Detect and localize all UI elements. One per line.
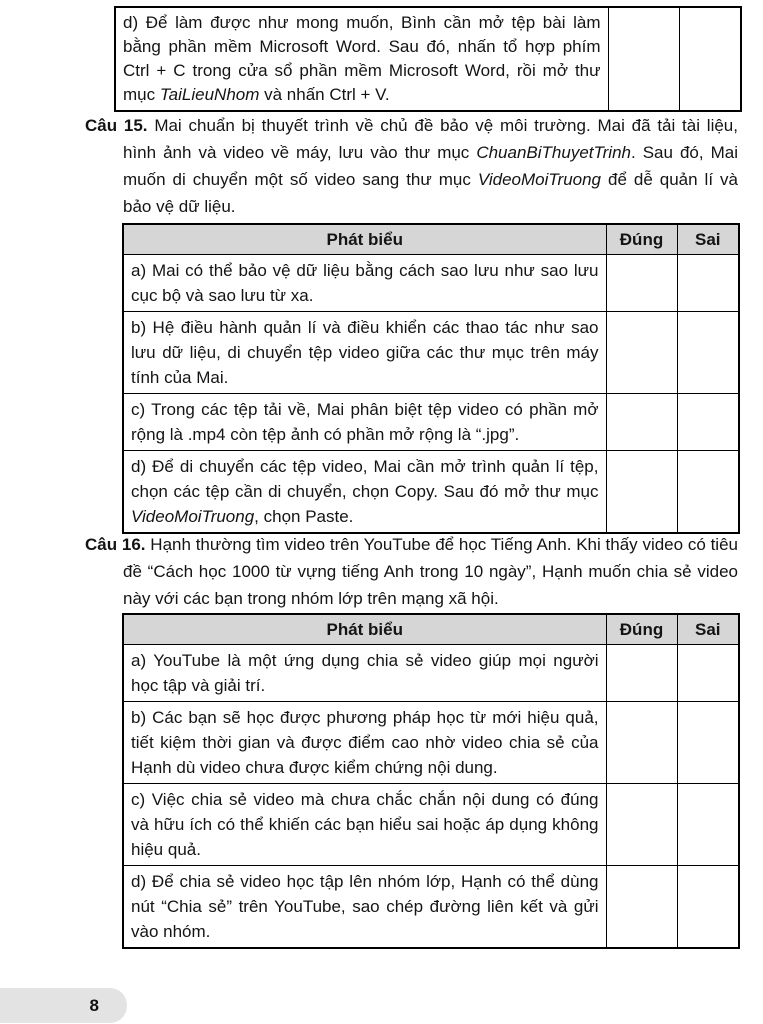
sai-answer-cell <box>677 394 739 451</box>
statement-cell <box>123 312 606 394</box>
statement-text: d) Để chia sẻ video học tập lên nhóm lớp, Hạnh có thể dùng nút “Chia sẻ” trên YouTube, sao chép đường liên kết và gửi vào nhóm. <box>131 872 599 941</box>
dung-answer-cell <box>606 645 677 702</box>
sai-answer-cell <box>677 784 739 866</box>
table-header-row <box>123 224 739 255</box>
intro-text: Mai chuẩn bị thuyết trình về chủ đề bảo vệ môi trường. Mai đã tải tài liệu, hình ảnh và video về máy, lưu vào thư mục <box>123 116 738 162</box>
statement-text: a) Mai có thể bảo vệ dữ liệu bằng cách sao lưu như sao lưu cục bộ và sao lưu từ xa. <box>131 261 599 305</box>
statement-cell <box>123 394 606 451</box>
statement-cell <box>123 255 606 312</box>
sai-answer-cell <box>677 312 739 394</box>
statement-cell <box>123 784 606 866</box>
page-number-tab <box>0 988 127 1023</box>
question-16-intro <box>85 531 738 612</box>
false-header: Sai <box>677 614 739 645</box>
intro-text: . Sau đó, Mai muốn di chuyển một số video sang thư mục <box>123 143 738 189</box>
sai-answer-cell <box>677 645 739 702</box>
statement-text: d) Để làm được như mong muốn, Bình cần mở tệp bài làm bằng phần mềm Microsoft Word. Sau đó, nhấn tổ hợp phím Ctrl + C trong cửa sổ phần mềm Microsoft Word, rồi mở thư mục <box>123 13 601 104</box>
statement-text: d) Để di chuyển các tệp video, Mai cần mở trình quản lí tệp, chọn các tệp cần di chuyển, chọn Copy. Sau đó mở thư mục <box>131 457 599 501</box>
table-row <box>123 702 739 784</box>
folder-name-italic: TaiLieuNhom <box>159 85 260 104</box>
statement-text: c) Việc chia sẻ video mà chưa chắc chắn nội dung có đúng và hữu ích có thể khiến các bạn hiểu sai hoặc áp dụng không hiệu quả. <box>131 790 599 859</box>
question-15-intro <box>85 112 738 220</box>
sai-answer-cell <box>677 702 739 784</box>
table-row <box>123 394 739 451</box>
dung-answer-cell <box>606 702 677 784</box>
dung-answer-cell <box>606 394 677 451</box>
statement-cell <box>123 866 606 949</box>
folder-name-italic: VideoMoiTruong <box>131 507 255 526</box>
statement-cell <box>123 702 606 784</box>
statement-header: Phát biểu <box>123 614 606 645</box>
sai-answer-cell <box>677 451 739 534</box>
question-15-table <box>122 223 740 534</box>
intro-text: Hạnh thường tìm video trên YouTube để học Tiếng Anh. Khi thấy video có tiêu đề “Cách học 1000 từ vựng tiếng Anh trong 10 ngày”, Hạnh muốn chia sẻ video này với các bạn trong nhóm lớp trên mạng xã hội. <box>123 535 738 608</box>
question-15-label: Câu 15. <box>85 116 148 135</box>
table-row <box>123 312 739 394</box>
statement-text: và nhấn Ctrl + V. <box>259 85 390 104</box>
table-row <box>123 784 739 866</box>
sai-answer-cell <box>677 866 739 949</box>
sai-answer-cell <box>677 255 739 312</box>
sai-answer-cell <box>679 7 741 111</box>
statement-text: c) Trong các tệp tải về, Mai phân biệt tệp video có phần mở rộng là .mp4 còn tệp ảnh có phần mở rộng là “.jpg”. <box>131 400 599 444</box>
statement-text: b) Các bạn sẽ học được phương pháp học từ mới hiệu quả, tiết kiệm thời gian và được điểm cao nhờ video chia sẻ của Hạnh dù video chưa được kiểm chứng nội dung. <box>131 708 599 777</box>
statement-cell <box>115 7 608 111</box>
statement-header: Phát biểu <box>123 224 606 255</box>
table-row <box>123 255 739 312</box>
dung-answer-cell <box>606 451 677 534</box>
table-row <box>123 451 739 534</box>
statement-cell <box>123 645 606 702</box>
statement-cell <box>123 451 606 534</box>
dung-answer-cell <box>606 312 677 394</box>
true-header: Đúng <box>606 224 677 255</box>
table-header-row <box>123 614 739 645</box>
dung-answer-cell <box>606 866 677 949</box>
page-number: 8 <box>89 995 99 1015</box>
true-header: Đúng <box>606 614 677 645</box>
prev-question-table <box>114 6 742 112</box>
question-16-table <box>122 613 740 949</box>
statement-text: b) Hệ điều hành quản lí và điều khiển các thao tác như sao lưu dữ liệu, di chuyển tệp video giữa các thư mục trên máy tính của Mai. <box>131 318 599 387</box>
statement-text: a) YouTube là một ứng dụng chia sẻ video giúp mọi người học tập và giải trí. <box>131 651 599 695</box>
false-header: Sai <box>677 224 739 255</box>
dung-answer-cell <box>608 7 679 111</box>
table-row <box>123 645 739 702</box>
dung-answer-cell <box>606 784 677 866</box>
intro-text: để dễ quản lí và bảo vệ dữ liệu. <box>123 170 738 216</box>
folder-name-italic: ChuanBiThuyetTrinh <box>476 143 631 162</box>
statement-text: , chọn Paste. <box>254 507 354 526</box>
table-row <box>123 866 739 949</box>
table-row <box>115 7 741 111</box>
folder-name-italic: VideoMoiTruong <box>477 170 602 189</box>
question-16-label: Câu 16. <box>85 535 146 554</box>
dung-answer-cell <box>606 255 677 312</box>
